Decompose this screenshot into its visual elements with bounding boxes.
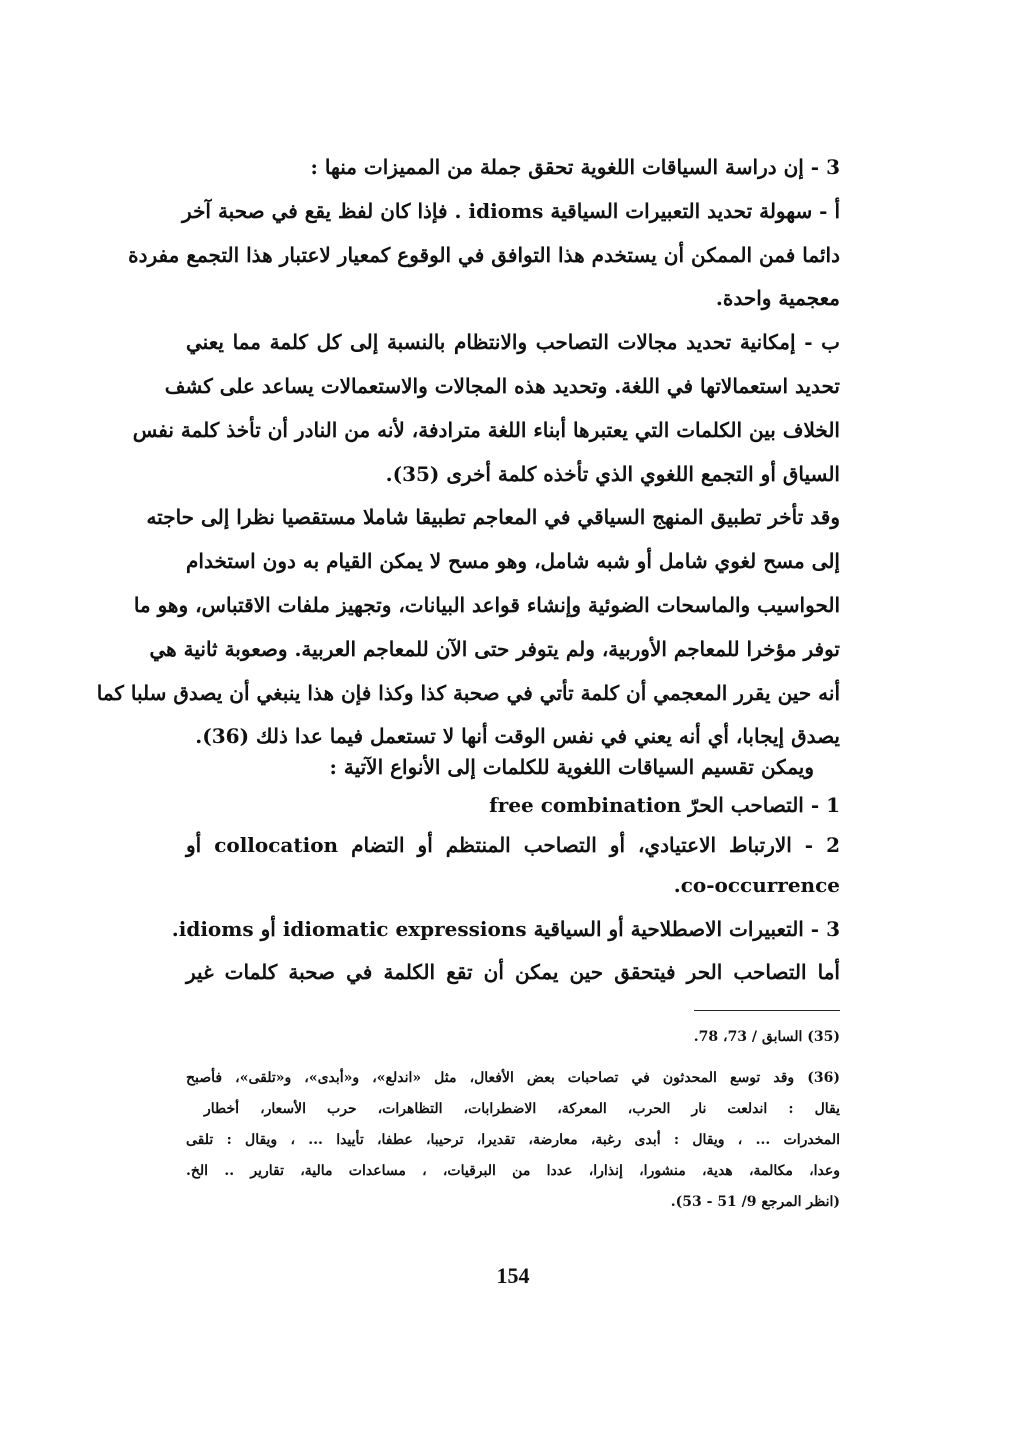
- footnote-line-4: المخدرات ... ، ويقال : أبدى رغبة، معارضة، تقديرا، ترحيبا، عطفا، تأييدا ... ، ويقال : تلقى: [186, 1132, 840, 1148]
- body-line-9: وقد تأخر تطبيق المنهج السياقي في المعاجم تطبيقا شاملا مستقصيا نظرا إلى حاجته: [146, 505, 840, 529]
- body-line-13: أنه حين يقرر المعجمي أن كلمة تأتي في صحبة كذا وكذا فإن هذا ينبغي أن يصدق سلبا كما: [96, 681, 840, 705]
- page-number: 154: [496, 1263, 530, 1288]
- body-line-8: السياق أو التجمع اللغوي الذي تأخذه كلمة أخرى (35).: [385, 462, 840, 486]
- footnote-line-3: يقال : اندلعت نار الحرب، المعركة، الاضطرابات، التظاهرات، حرب الأسعار، أخطار: [204, 1101, 840, 1117]
- body-line-20: أما التصاحب الحر فيتحقق حين يمكن أن تقع الكلمة في صحبة كلمات غير: [186, 960, 840, 984]
- body-line-4: معجمية واحدة.: [715, 286, 840, 310]
- body-line-3: دائما فمن الممكن أن يستخدم هذا التوافق في الوقوع كمعيار لاعتبار هذا التجمع مفردة: [128, 243, 840, 267]
- footnote-line-5: وعدا، مكالمة، هدية، منشورا، إنذارا، عددا من البرقيات، ، مساعدات مالية، تقارير .. الخ.: [186, 1163, 840, 1179]
- body-line-7: الخلاف بين الكلمات التي يعتبرها أبناء اللغة مترادفة، لأنه من النادر أن تأخذ كلمة نفس: [132, 418, 840, 442]
- body-line-14: يصدق إيجابا، أي أنه يعني في نفس الوقت أنها لا تستعمل فيما عدا ذلك (36).: [195, 724, 840, 748]
- footnote-line-1: (35) السابق / 73، 78.: [693, 1029, 840, 1045]
- body-line-19: 3 - التعبيرات الاصطلاحية أو السياقية idiomatic expressions أو idioms.: [171, 917, 840, 941]
- footnote-separator: [694, 1010, 840, 1011]
- body-line-1: 3 - إن دراسة السياقات اللغوية تحقق جملة من المميزات منها :: [310, 155, 840, 179]
- body-line-5: ب - إمكانية تحديد مجالات التصاحب والانتظام بالنسبة إلى كل كلمة مما يعني: [186, 330, 840, 354]
- body-line-10: إلى مسح لغوي شامل أو شبه شامل، وهو مسح لا يمكن القيام به دون استخدام: [186, 549, 840, 573]
- body-line-12: توفر مؤخرا للمعاجم الأوربية، ولم يتوفر حتى الآن للمعاجم العربية. وصعوبة ثانية هي: [149, 637, 840, 661]
- body-line-17: 2 - الارتباط الاعتيادي، أو التصاحب المنتظم أو التضام collocation أو: [186, 833, 840, 857]
- footnote-line-2: (36) وقد توسع المحدثون في تصاحبات بعض الأفعال، مثل «اندلع»، و«أبدى»، و«تلقى»، فأصبح: [186, 1070, 840, 1086]
- body-line-18: .co-occurrence: [673, 873, 840, 897]
- footnote-line-6: (انظر المرجع 9/ 51 - 53).: [670, 1194, 840, 1210]
- body-line-6: تحديد استعمالاتها في اللغة. وتحديد هذه المجالات والاستعمالات يساعد على كشف: [164, 374, 840, 398]
- body-line-2: أ - سهولة تحديد التعبيرات السياقية idioms . فإذا كان لفظ يقع في صحبة آخر: [182, 199, 840, 223]
- body-line-11: الحواسيب والماسحات الضوئية وإنشاء قواعد البيانات، وتجهيز ملفات الاقتباس، وهو ما: [133, 593, 840, 617]
- body-line-16: 1 - التصاحب الحرّ free combination: [489, 793, 840, 817]
- body-line-15: ويمكن تقسيم السياقات اللغوية للكلمات إلى الأنواع الآتية :: [329, 755, 814, 779]
